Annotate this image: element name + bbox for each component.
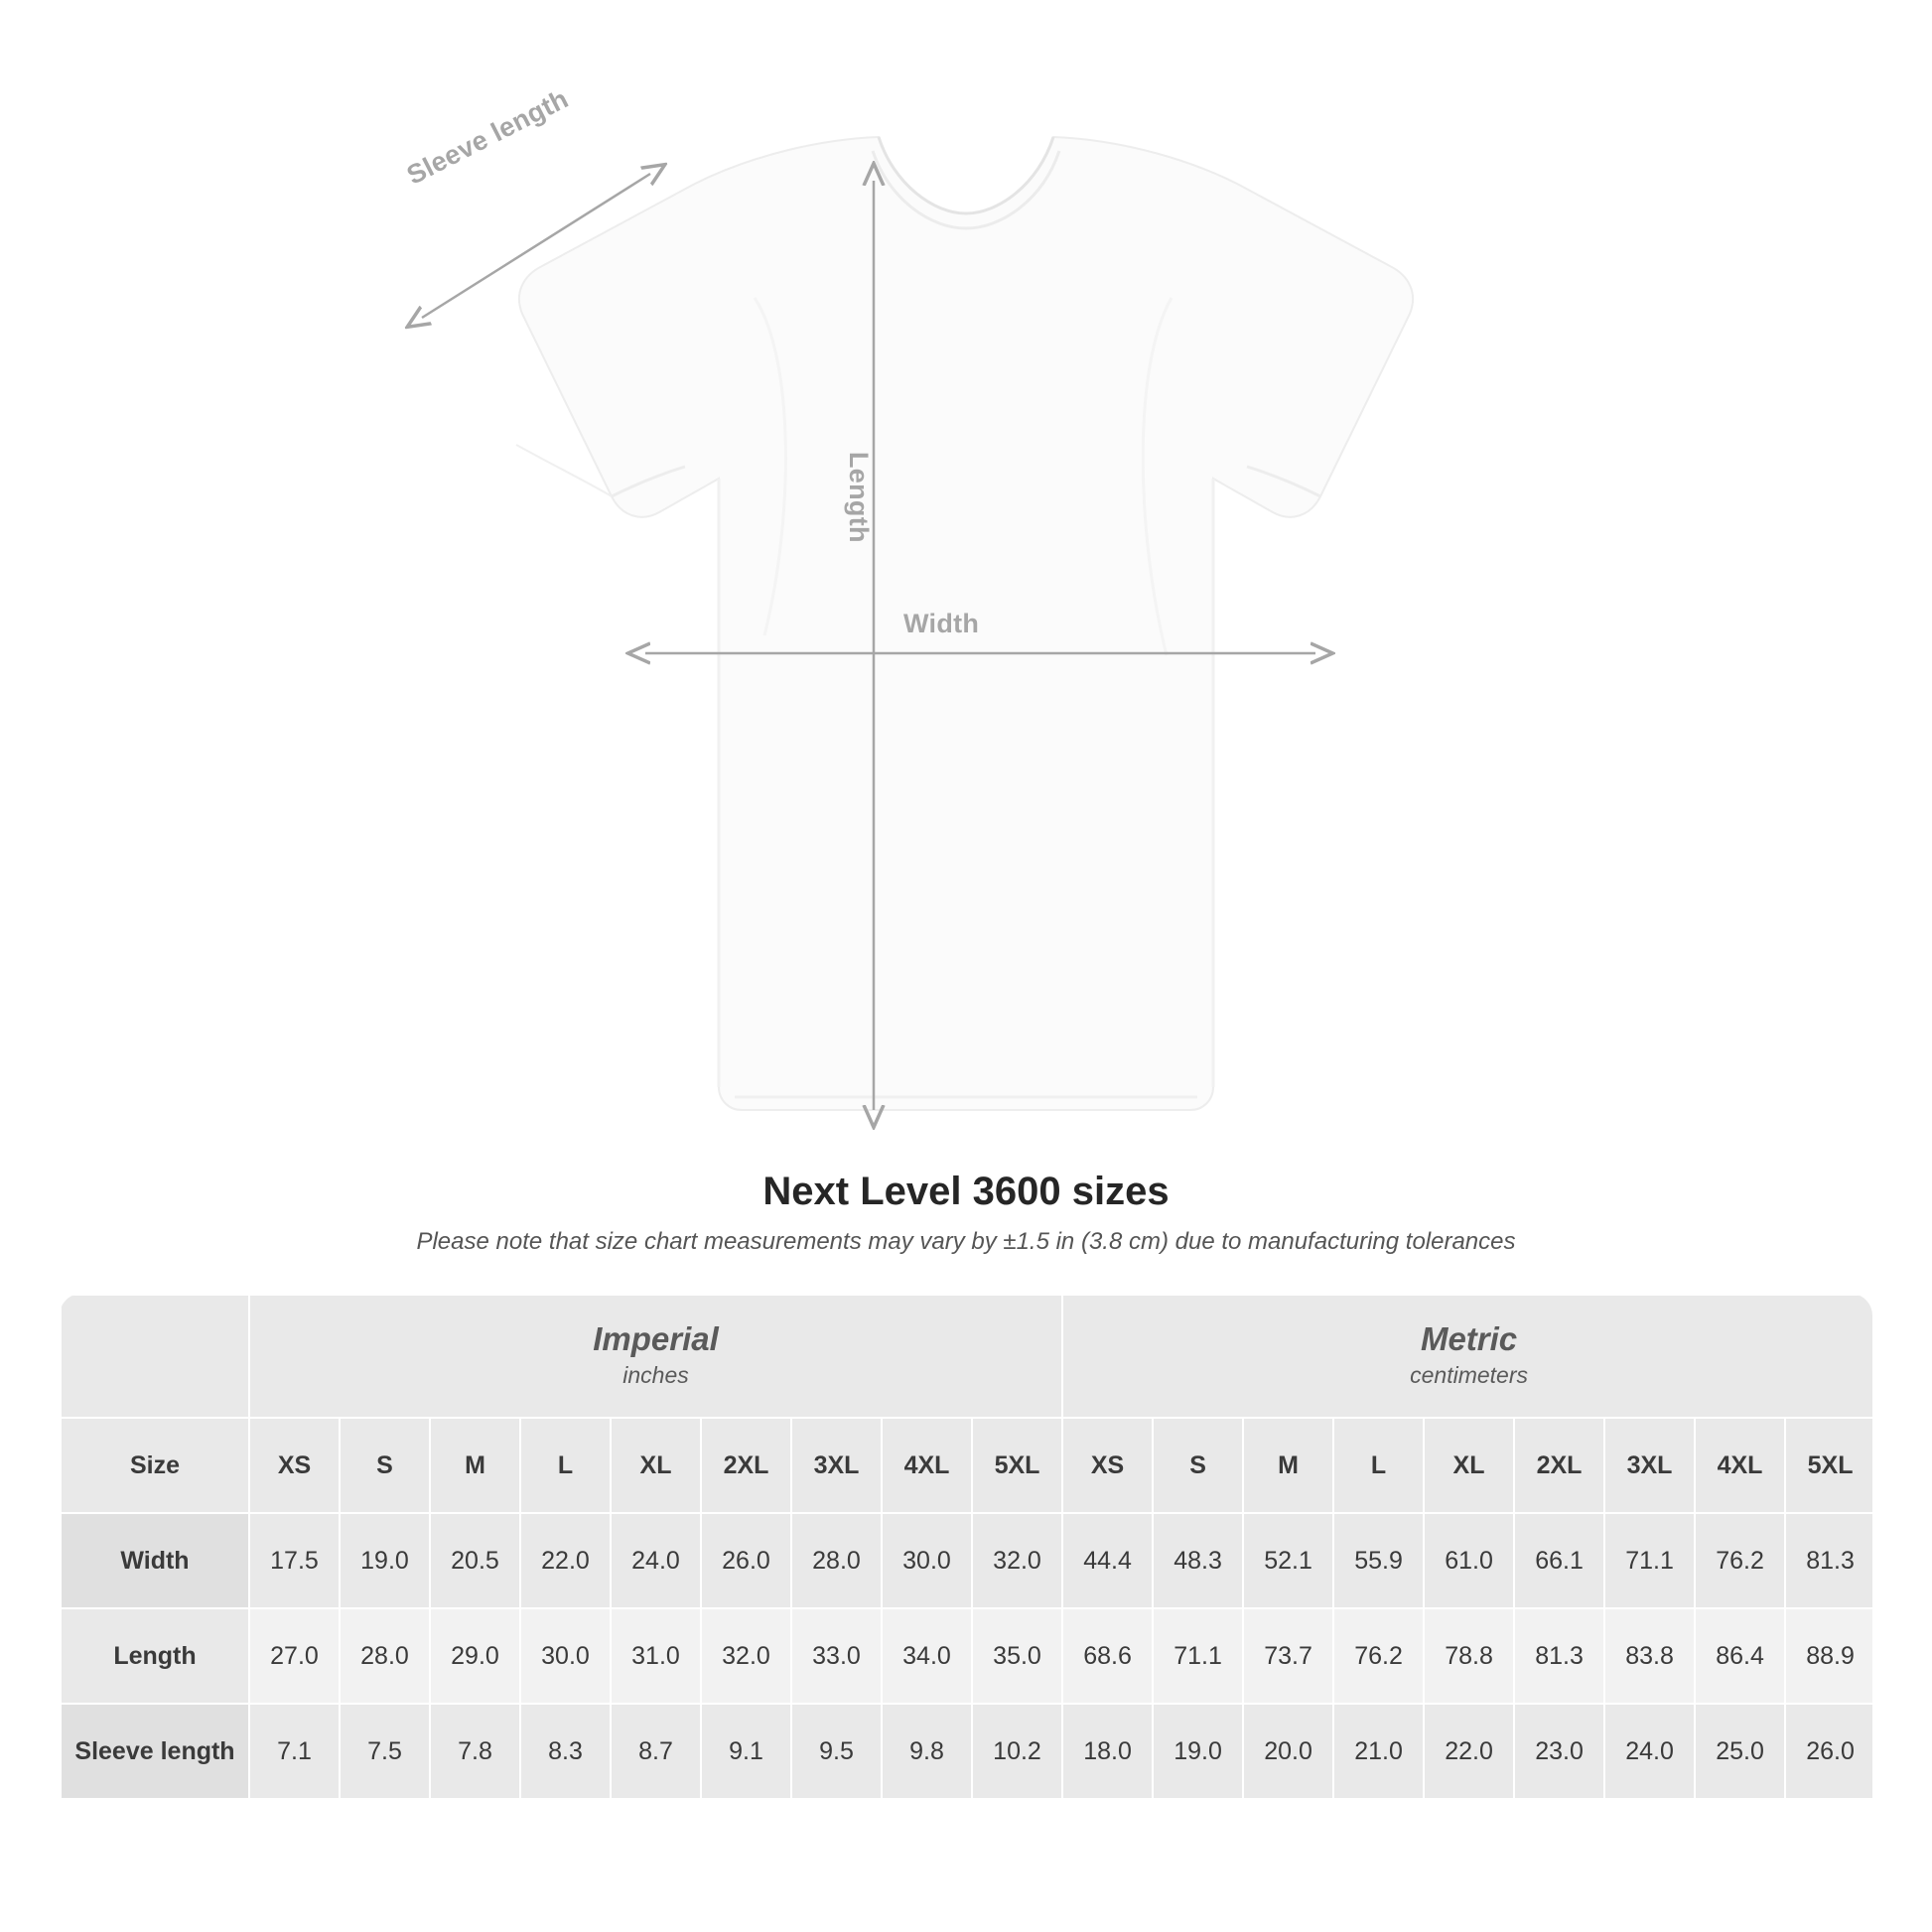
size-head-met-7: 4XL bbox=[1695, 1418, 1785, 1513]
width-imp-3xl: 28.0 bbox=[791, 1513, 882, 1608]
length-met-2xl: 81.3 bbox=[1514, 1608, 1604, 1704]
sleeve-met-xs: 18.0 bbox=[1062, 1704, 1153, 1799]
length-met-l: 76.2 bbox=[1333, 1608, 1424, 1704]
width-met-2xl: 66.1 bbox=[1514, 1513, 1604, 1608]
size-head-imp-2: M bbox=[430, 1418, 520, 1513]
size-table-wrap bbox=[60, 1294, 1872, 1800]
page-title: Next Level 3600 sizes bbox=[762, 1170, 1170, 1213]
row-label-width: Width bbox=[61, 1513, 249, 1608]
title-block bbox=[0, 1170, 1932, 1256]
sleeve-imp-5xl: 10.2 bbox=[972, 1704, 1062, 1799]
sleeve-length-label: Sleeve length bbox=[402, 83, 574, 191]
table-corner bbox=[61, 1295, 249, 1418]
width-met-s: 48.3 bbox=[1153, 1513, 1243, 1608]
sleeve-met-5xl: 26.0 bbox=[1785, 1704, 1872, 1799]
imperial-header-sub: inches bbox=[622, 1361, 689, 1388]
size-head-met-8: 5XL bbox=[1785, 1418, 1872, 1513]
row-label-length: Length bbox=[61, 1608, 249, 1704]
size-head-imp-1: S bbox=[340, 1418, 430, 1513]
sleeve-imp-3xl: 9.5 bbox=[791, 1704, 882, 1799]
width-imp-xs: 17.5 bbox=[249, 1513, 340, 1608]
sleeve-met-m: 20.0 bbox=[1243, 1704, 1333, 1799]
size-head-met-3: L bbox=[1333, 1418, 1424, 1513]
size-header-row bbox=[61, 1418, 1872, 1513]
table-row bbox=[61, 1608, 1872, 1704]
length-imp-xl: 31.0 bbox=[611, 1608, 701, 1704]
length-imp-s: 28.0 bbox=[340, 1608, 430, 1704]
size-head-met-2: M bbox=[1243, 1418, 1333, 1513]
length-imp-xs: 27.0 bbox=[249, 1608, 340, 1704]
length-met-5xl: 88.9 bbox=[1785, 1608, 1872, 1704]
size-head-met-4: XL bbox=[1424, 1418, 1514, 1513]
sleeve-imp-xs: 7.1 bbox=[249, 1704, 340, 1799]
width-met-l: 55.9 bbox=[1333, 1513, 1424, 1608]
sleeve-imp-2xl: 9.1 bbox=[701, 1704, 791, 1799]
width-imp-l: 22.0 bbox=[520, 1513, 611, 1608]
length-imp-3xl: 33.0 bbox=[791, 1608, 882, 1704]
metric-header-sub: centimeters bbox=[1410, 1361, 1528, 1388]
sleeve-met-4xl: 25.0 bbox=[1695, 1704, 1785, 1799]
size-head-imp-8: 5XL bbox=[972, 1418, 1062, 1513]
sleeve-imp-4xl: 9.8 bbox=[882, 1704, 972, 1799]
length-met-m: 73.7 bbox=[1243, 1608, 1333, 1704]
width-met-xl: 61.0 bbox=[1424, 1513, 1514, 1608]
table-row bbox=[61, 1704, 1872, 1799]
size-head-met-5: 2XL bbox=[1514, 1418, 1604, 1513]
sleeve-met-s: 19.0 bbox=[1153, 1704, 1243, 1799]
sleeve-imp-s: 7.5 bbox=[340, 1704, 430, 1799]
imperial-header bbox=[249, 1295, 1062, 1418]
sleeve-met-xl: 22.0 bbox=[1424, 1704, 1514, 1799]
sleeve-imp-xl: 8.7 bbox=[611, 1704, 701, 1799]
size-head-imp-3: L bbox=[520, 1418, 611, 1513]
sleeve-imp-m: 7.8 bbox=[430, 1704, 520, 1799]
length-imp-l: 30.0 bbox=[520, 1608, 611, 1704]
width-imp-4xl: 30.0 bbox=[882, 1513, 972, 1608]
length-met-xl: 78.8 bbox=[1424, 1608, 1514, 1704]
table-row bbox=[61, 1513, 1872, 1608]
width-imp-m: 20.5 bbox=[430, 1513, 520, 1608]
width-imp-2xl: 26.0 bbox=[701, 1513, 791, 1608]
size-label: Size bbox=[61, 1418, 249, 1513]
length-met-xs: 68.6 bbox=[1062, 1608, 1153, 1704]
width-met-3xl: 71.1 bbox=[1604, 1513, 1695, 1608]
width-met-5xl: 81.3 bbox=[1785, 1513, 1872, 1608]
imperial-header-label: Imperial bbox=[593, 1319, 719, 1357]
unit-header-row bbox=[61, 1295, 1872, 1418]
width-imp-5xl: 32.0 bbox=[972, 1513, 1062, 1608]
length-met-3xl: 83.8 bbox=[1604, 1608, 1695, 1704]
metric-header-label: Metric bbox=[1420, 1319, 1518, 1357]
length-label: Length bbox=[844, 452, 874, 543]
size-head-met-1: S bbox=[1153, 1418, 1243, 1513]
width-met-xs: 44.4 bbox=[1062, 1513, 1153, 1608]
size-table bbox=[60, 1294, 1872, 1800]
length-imp-5xl: 35.0 bbox=[972, 1608, 1062, 1704]
size-head-imp-6: 3XL bbox=[791, 1418, 882, 1513]
width-imp-s: 19.0 bbox=[340, 1513, 430, 1608]
length-imp-2xl: 32.0 bbox=[701, 1608, 791, 1704]
width-label: Width bbox=[903, 609, 980, 638]
size-head-imp-0: XS bbox=[249, 1418, 340, 1513]
sleeve-met-3xl: 24.0 bbox=[1604, 1704, 1695, 1799]
sleeve-imp-l: 8.3 bbox=[520, 1704, 611, 1799]
width-met-m: 52.1 bbox=[1243, 1513, 1333, 1608]
size-head-met-0: XS bbox=[1062, 1418, 1153, 1513]
length-imp-4xl: 34.0 bbox=[882, 1608, 972, 1704]
width-imp-xl: 24.0 bbox=[611, 1513, 701, 1608]
size-head-imp-5: 2XL bbox=[701, 1418, 791, 1513]
tolerance-note: Please note that size chart measurements may vary by ±1.5 in (3.8 cm) due to manufacturing tolerances bbox=[416, 1228, 1516, 1255]
sleeve-met-2xl: 23.0 bbox=[1514, 1704, 1604, 1799]
length-imp-m: 29.0 bbox=[430, 1608, 520, 1704]
length-met-s: 71.1 bbox=[1153, 1608, 1243, 1704]
metric-header bbox=[1062, 1295, 1872, 1418]
size-head-imp-4: XL bbox=[611, 1418, 701, 1513]
row-label-sleeve-length: Sleeve length bbox=[61, 1704, 249, 1799]
sleeve-met-l: 21.0 bbox=[1333, 1704, 1424, 1799]
size-head-met-6: 3XL bbox=[1604, 1418, 1695, 1513]
size-head-imp-7: 4XL bbox=[882, 1418, 972, 1513]
length-met-4xl: 86.4 bbox=[1695, 1608, 1785, 1704]
width-met-4xl: 76.2 bbox=[1695, 1513, 1785, 1608]
